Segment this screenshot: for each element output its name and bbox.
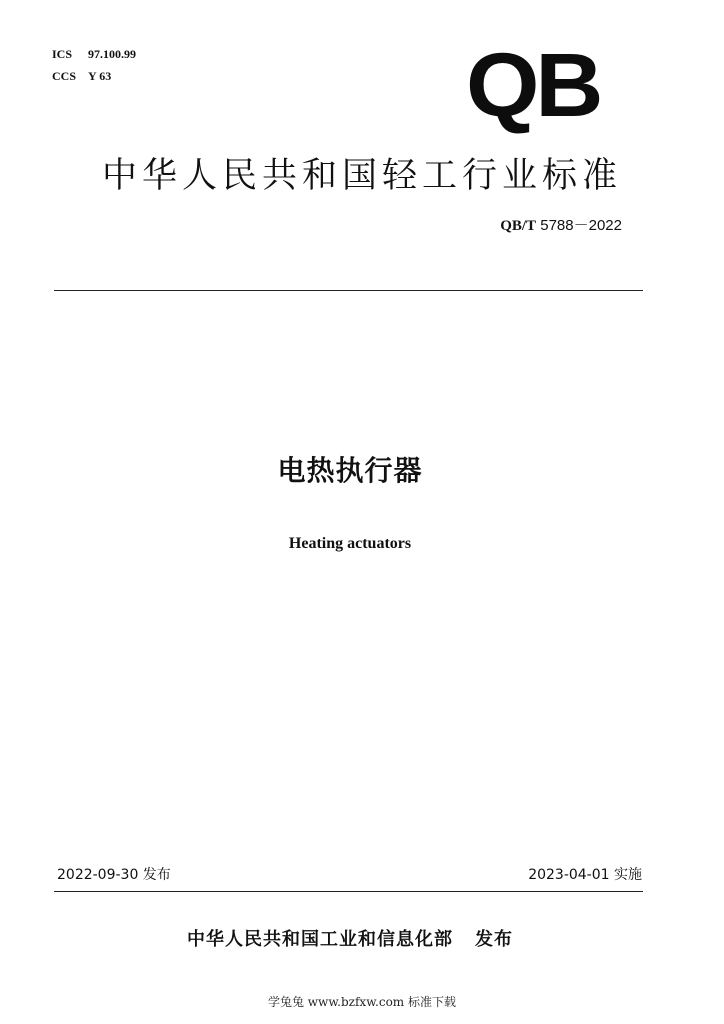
- ccs-value: Y 63: [88, 69, 112, 83]
- top-divider: [54, 290, 643, 291]
- ics-line: [52, 43, 136, 65]
- ccs-label: CCS: [52, 69, 77, 83]
- standard-prefix: QB/T: [500, 218, 537, 234]
- issuer-action: 发布: [475, 929, 513, 950]
- document-title-english: Heating actuators: [288, 535, 412, 552]
- ics-value: 97.100.99: [88, 47, 136, 61]
- organization-title: 中华人民共和国轻工行业标准: [101, 156, 622, 196]
- document-title-chinese: 电热执行器: [277, 454, 423, 487]
- ics-label: ICS: [52, 47, 73, 61]
- issuer-name: 中华人民共和国工业和信息化部: [187, 929, 453, 950]
- classification-codes: [52, 43, 136, 87]
- footer-watermark: 学兔兔 www.bzfxw.com 标准下载: [267, 995, 457, 1009]
- ccs-line: [52, 65, 136, 87]
- qb-logo: QB: [466, 36, 600, 136]
- issue-date: 2022-09-30 发布: [57, 867, 171, 883]
- bottom-divider: [54, 891, 643, 892]
- standard-code: 5788－2022: [540, 217, 622, 234]
- implementation-date: 2023-04-01 实施: [528, 867, 642, 883]
- standard-number: [500, 214, 622, 235]
- issuing-authority: [0, 925, 700, 951]
